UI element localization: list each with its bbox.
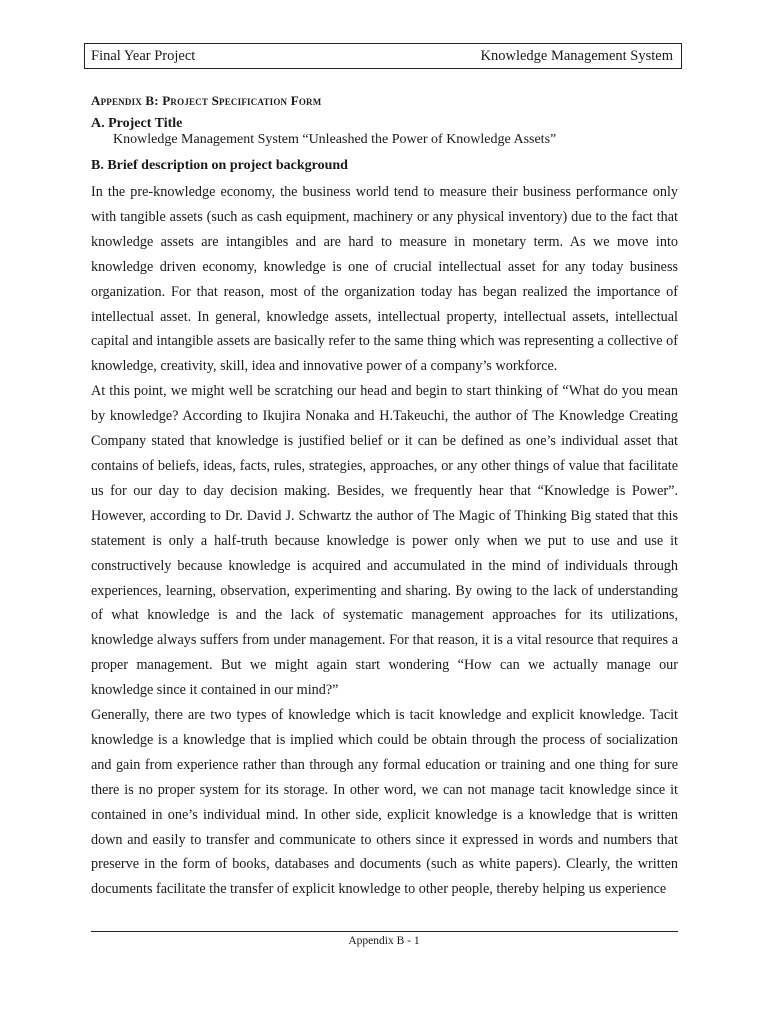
header-system-label: Knowledge Management System [480, 48, 673, 64]
header-project-label: Final Year Project [91, 48, 196, 64]
running-header [84, 43, 682, 69]
section-b-heading: B. Brief description on project background [91, 158, 348, 173]
background-paragraph-2: At this point, we might well be scratching our head and begin to start thinking of “What do you mean by knowledge? According to Ikujira Nonaka and H.Takeuchi, the author of The Knowledge Creating Company stated that knowledge is justified belief or it can be defined as one’s individual asset that contains of beliefs, ideas, facts, rules, strategies, approaches, or any other things of value that facilitate us for our day to day decision making. Besides, we frequently hear that “Knowledge is Power”. However, according to Dr. David J. Schwartz the author of The Magic of Thinking Big stated that this statement is only a half-truth because knowledge is power only when we put to use and use it constructively because knowledge is acquired and accumulated in the mind of individuals through experiences, learning, observation, experimenting and sharing. By owing to the lack of understanding of what knowledge is and the lack of systematic management approaches for its utilizations, knowledge always suffers from under management. For that reason, it is a vital resource that requires a proper management. But we might again start wondering “How can we actually manage our knowledge since it contained in our mind?” [91, 383, 678, 699]
section-a-heading: A. Project Title [91, 116, 183, 131]
background-body [91, 180, 678, 902]
footer-divider [91, 931, 678, 932]
footer-page-label: Appendix B - 1 [348, 935, 420, 947]
appendix-title: Appendix B: Project Specification Form [91, 93, 322, 108]
background-paragraph-1: In the pre-knowledge economy, the business world tend to measure their business performance only with tangible assets (such as cash equipment, machinery or any physical inventory) due to the fact that knowledge assets are intangibles and are hard to measure in monetary term. As we move into knowledge driven economy, knowledge is one of crucial intellectual asset for any today business organization. For that reason, most of the organization today has began realized the importance of intellectual asset. In general, knowledge assets, intellectual property, intellectual assets, intellectual capital and intangible assets are basically refer to the same thing which was representing a collective of knowledge, creativity, skill, idea and innovative power of a company’s workforce. [91, 184, 678, 375]
background-paragraph-3: Generally, there are two types of knowledge which is tacit knowledge and explicit knowledge. Tacit knowledge is a knowledge that is implied which could be obtain through the process of socialization and gain from experience rather than through any formal education or training and one thing for sure there is no proper system for its storage. In other word, we can not manage tacit knowledge since it contained in one’s individual mind. In other side, explicit knowledge is a knowledge that is written down and easily to transfer and communicate to others since it expressed in words and numbers that preserve in the form of books, databases and documents (such as white papers). Clearly, the written documents facilitate the transfer of explicit knowledge to other people, thereby helping us experience [91, 707, 678, 898]
project-title-text: Knowledge Management System “Unleashed the Power of Knowledge Assets” [113, 132, 557, 147]
